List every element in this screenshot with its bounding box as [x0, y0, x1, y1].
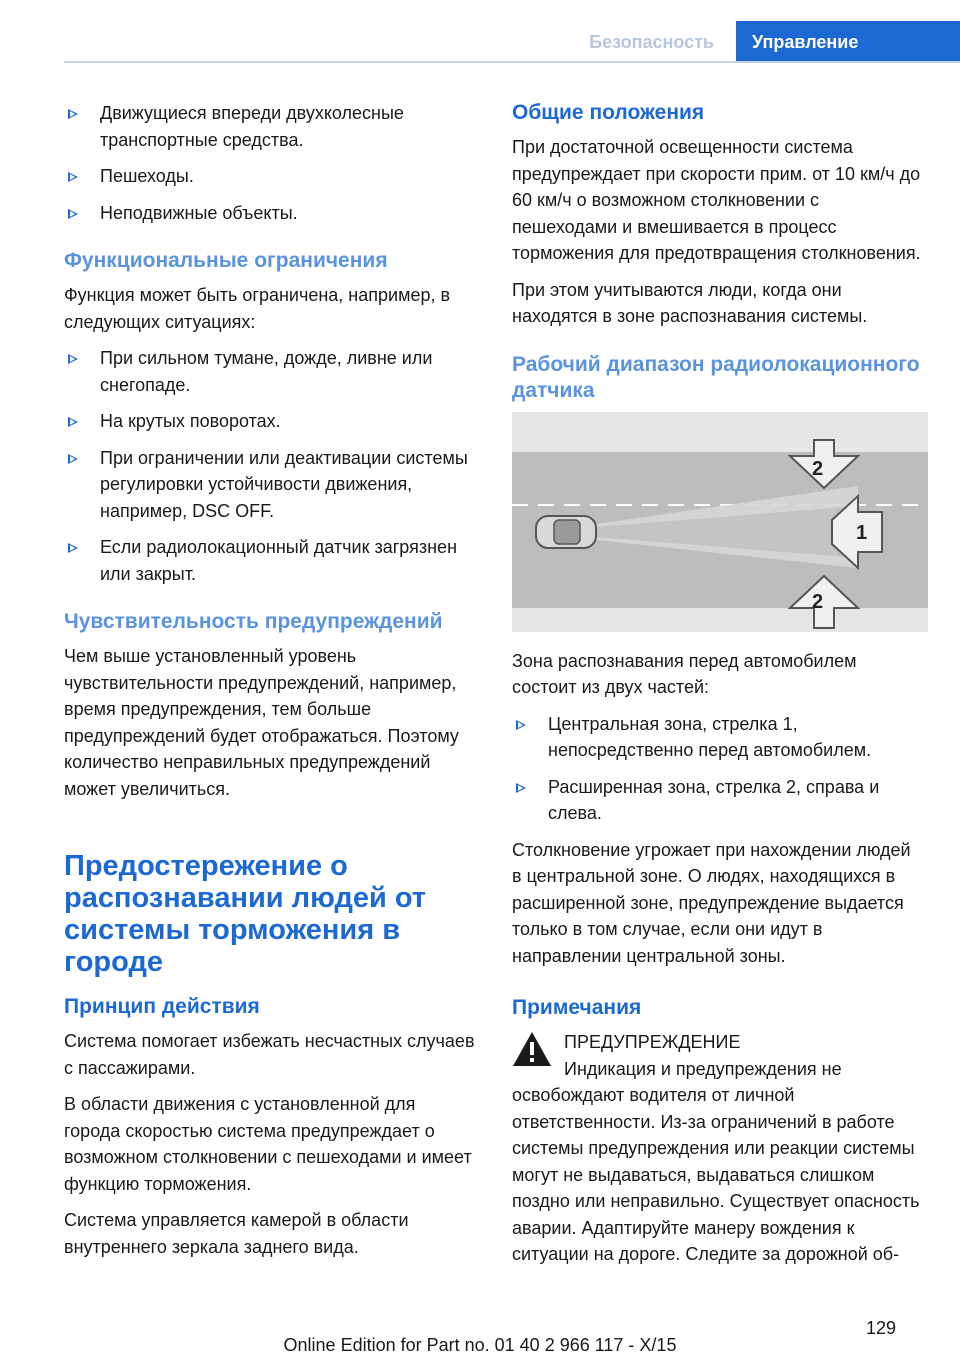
bullet-triangle-icon	[68, 417, 78, 427]
header-tab-safety: Безопасность	[567, 21, 736, 61]
left-column	[64, 100, 476, 1270]
paragraph-principle-2: В области движения с установленной для города скоростью система предупреждает о возможном столкновении с пешеходами и имеет функцию торможения.	[64, 1094, 472, 1194]
paragraph-detection-zone: Зона распознавания перед автомобилем состоит из двух частей:	[512, 650, 857, 697]
page-number: 129	[865, 1318, 896, 1338]
header-tab-controls: Управление	[736, 21, 960, 61]
header-tabs	[567, 21, 960, 61]
arrow-label-2-bottom: 2	[812, 590, 824, 613]
heading-principle: Принцип действия	[64, 995, 260, 1018]
header-rule	[64, 61, 960, 63]
arrow-label-1: 1	[856, 521, 868, 544]
paragraph-collision: Столкновение угрожает при нахождении людей в центральной зоне. О людях, находящихся в расширенной зоне, предупреждение выдается только в том случае, если они идут в направлении центральной зоны.	[512, 839, 911, 966]
warning-triangle-icon	[512, 1031, 552, 1067]
heading-city-brake-pedestrian-warning: Предостережение о распознавании людей от системы торможения в городе	[64, 850, 427, 978]
bullet-triangle-icon	[68, 354, 78, 364]
heading-functional-limits: Функциональные ограничения	[64, 249, 388, 272]
paragraph-functional-limits: Функция может быть ограничена, например, в следующих ситуациях:	[64, 285, 451, 332]
right-column	[512, 100, 924, 1268]
paragraph-principle-3: Система управляется камерой в области внутреннего зеркала заднего вида.	[64, 1210, 409, 1257]
arrow-label-2-top: 2	[812, 457, 824, 480]
list-item: На крутых поворотах.	[64, 408, 476, 435]
warning-block	[512, 1029, 924, 1056]
list-item: Движущиеся впереди двухколесные транспортные средства.	[64, 100, 476, 153]
heading-warning-sensitivity: Чувствительность предупреждений	[64, 610, 443, 633]
bullet-triangle-icon	[516, 783, 526, 793]
list-item: При сильном тумане, дожде, ливне или снегопаде.	[64, 345, 476, 398]
heading-general: Общие положения	[512, 101, 705, 124]
paragraph-principle-1: Система помогает избежать несчастных случаев с пассажирами.	[64, 1031, 475, 1078]
footer-edition: Online Edition for Part no. 01 40 2 966 117 - X/15	[283, 1335, 677, 1355]
list-item: Если радиолокационный датчик загрязнен или закрыт.	[64, 534, 476, 587]
bullet-triangle-icon	[516, 720, 526, 730]
car-roof-icon	[554, 520, 580, 544]
paragraph-general-2: При этом учитываются люди, когда они находятся в зоне распознавания системы.	[512, 279, 868, 326]
list-detected-objects	[64, 100, 476, 226]
bullet-triangle-icon	[68, 543, 78, 553]
bullet-triangle-icon	[68, 172, 78, 182]
list-zone-parts	[512, 711, 924, 827]
paragraph-warning-sensitivity: Чем выше установленный уровень чувствительности предупреждений, например, время предупреждения, тем больше предупреждений будет отображаться. Поэтому количество неправильных предупреждений может увеличиться.	[64, 646, 459, 799]
heading-notes: Примечания	[512, 996, 642, 1019]
heading-radar-range: Рабочий диапазон радиолокационного датчика	[512, 352, 920, 402]
radar-range-diagram	[512, 412, 928, 632]
paragraph-general-1: При достаточной освещенности система предупреждает при скорости прим. от 10 км/ч до 60 км/ч о возможном столкновении с пешеходами и вмешивается в процесс торможения для предотвращения столкновения.	[512, 137, 921, 263]
warning-text: Индикация и предупреждения не освобождают водителя от личной ответственности. Из-за ограничений в работе системы предупреждения или реакции системы могут не выдаваться, выдаваться слишком поздно или неправильно. Существует опасность аварии. Адаптируйте манеру вождения к ситуации на дороге. Следите за дорожной об-	[512, 1058, 920, 1264]
list-item: Неподвижные объекты.	[64, 200, 476, 227]
list-item: Пешеходы.	[64, 163, 476, 190]
list-item: Центральная зона, стрелка 1, непосредственно перед автомобилем.	[512, 711, 924, 764]
bullet-triangle-icon	[68, 454, 78, 464]
bullet-triangle-icon	[68, 209, 78, 219]
bullet-triangle-icon	[68, 109, 78, 119]
list-limit-situations	[64, 345, 476, 587]
warning-title: ПРЕДУПРЕЖДЕНИЕ	[564, 1032, 741, 1052]
list-item: При ограничении или деактивации системы регулировки устойчивости движения, например, DSC OFF.	[64, 445, 476, 525]
list-item: Расширенная зона, стрелка 2, справа и слева.	[512, 774, 924, 827]
